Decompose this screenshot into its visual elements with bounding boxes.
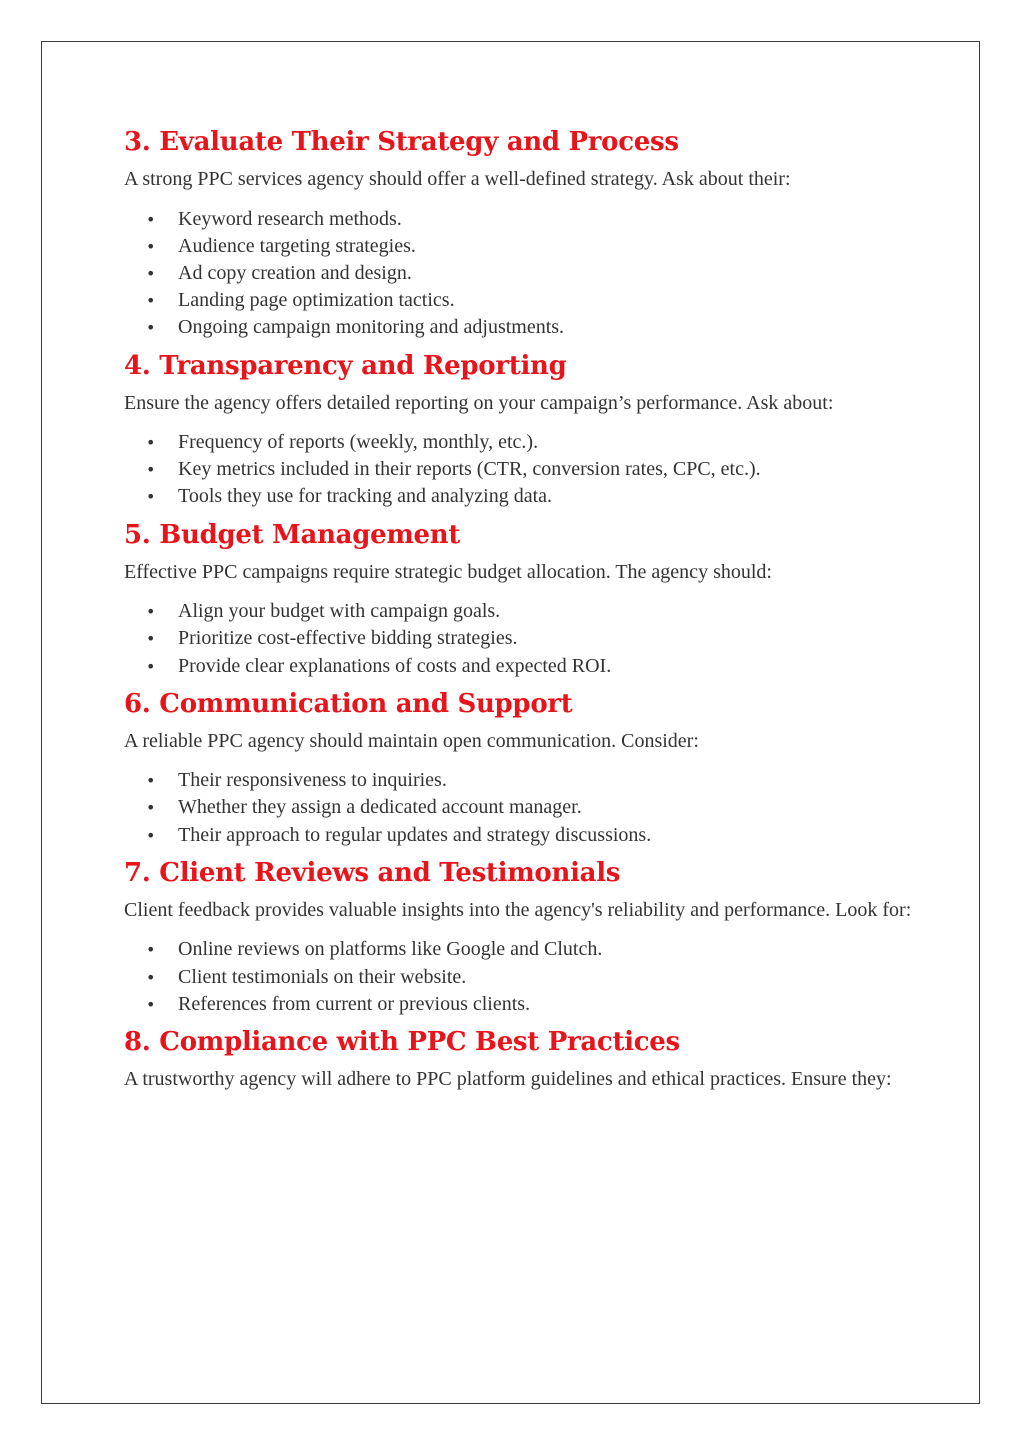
section-compliance-best-practices xyxy=(124,1022,914,1094)
bullet-icon: • xyxy=(146,825,156,845)
list-item xyxy=(124,598,914,625)
section-intro: Client feedback provides valuable insights into the agency's reliability and performance. Look for: xyxy=(124,898,912,921)
bullet-list xyxy=(124,206,914,342)
bullet-icon: • xyxy=(146,771,156,791)
section-heading: 5. Budget Management xyxy=(124,519,461,550)
document-content xyxy=(124,122,914,1093)
list-item-text: Whether they assign a dedicated account manager. xyxy=(178,796,582,819)
list-item-text: Prioritize cost-effective bidding strategies. xyxy=(178,627,518,650)
section-heading: 7. Client Reviews and Testimonials xyxy=(124,857,621,888)
list-item xyxy=(124,991,914,1018)
list-item-text: Their responsiveness to inquiries. xyxy=(178,769,447,792)
section-intro: Ensure the agency offers detailed reporting on your campaign’s performance. Ask about: xyxy=(124,391,834,414)
list-item-text: Key metrics included in their reports (CTR, conversion rates, CPC, etc.). xyxy=(178,458,761,481)
section-intro: A strong PPC services agency should offer a well-defined strategy. Ask about their: xyxy=(124,168,791,190)
bullet-list xyxy=(124,598,914,680)
list-item xyxy=(124,233,914,260)
list-item-text: Client testimonials on their website. xyxy=(178,965,467,988)
list-item-text: Ad copy creation and design. xyxy=(178,261,412,284)
list-item xyxy=(124,206,914,233)
list-item-text: Landing page optimization tactics. xyxy=(178,289,455,312)
bullet-icon: • xyxy=(146,967,156,987)
section-client-reviews xyxy=(124,853,914,1018)
bullet-icon: • xyxy=(146,487,156,507)
list-item-text: References from current or previous clients. xyxy=(178,992,531,1015)
list-item-text: Keyword research methods. xyxy=(178,207,402,230)
list-item xyxy=(124,429,914,456)
section-intro: A trustworthy agency will adhere to PPC platform guidelines and ethical practices. Ensure they: xyxy=(124,1067,892,1090)
section-communication-support xyxy=(124,684,914,849)
bullet-icon: • xyxy=(146,291,156,311)
section-transparency-reporting xyxy=(124,346,914,511)
bullet-icon: • xyxy=(146,940,156,960)
list-item-text: Ongoing campaign monitoring and adjustments. xyxy=(178,316,565,339)
bullet-icon: • xyxy=(146,433,156,453)
section-heading: 3. Evaluate Their Strategy and Process xyxy=(124,127,679,157)
bullet-icon: • xyxy=(146,209,156,229)
list-item xyxy=(124,653,914,680)
bullet-list xyxy=(124,936,914,1018)
list-item-text: Their approach to regular updates and strategy discussions. xyxy=(178,823,652,846)
list-item xyxy=(124,456,914,483)
bullet-icon: • xyxy=(146,798,156,818)
list-item xyxy=(124,314,914,341)
section-budget-management xyxy=(124,515,914,680)
list-item xyxy=(124,767,914,794)
list-item xyxy=(124,287,914,314)
list-item xyxy=(124,625,914,652)
section-heading: 8. Compliance with PPC Best Practices xyxy=(124,1026,680,1057)
list-item xyxy=(124,260,914,287)
list-item-text: Provide clear explanations of costs and expected ROI. xyxy=(178,654,612,677)
bullet-icon: • xyxy=(146,236,156,256)
list-item xyxy=(124,794,914,821)
bullet-icon: • xyxy=(146,602,156,622)
bullet-icon: • xyxy=(146,656,156,676)
bullet-icon: • xyxy=(146,460,156,480)
section-intro: Effective PPC campaigns require strategic budget allocation. The agency should: xyxy=(124,560,772,583)
section-evaluate-strategy xyxy=(124,122,914,342)
list-item-text: Align your budget with campaign goals. xyxy=(178,600,501,623)
bullet-icon: • xyxy=(146,994,156,1014)
list-item-text: Online reviews on platforms like Google and Clutch. xyxy=(178,938,603,961)
list-item-text: Audience targeting strategies. xyxy=(178,234,416,257)
bullet-icon: • xyxy=(146,629,156,649)
bullet-list xyxy=(124,429,914,511)
list-item xyxy=(124,483,914,510)
list-item xyxy=(124,822,914,849)
section-heading: 4. Transparency and Reporting xyxy=(124,350,567,381)
bullet-list xyxy=(124,767,914,849)
list-item-text: Frequency of reports (weekly, monthly, etc.). xyxy=(178,431,539,454)
bullet-icon: • xyxy=(146,318,156,338)
bullet-icon: • xyxy=(146,263,156,283)
list-item-text: Tools they use for tracking and analyzing data. xyxy=(178,485,553,508)
list-item xyxy=(124,964,914,991)
list-item xyxy=(124,936,914,963)
section-intro: A reliable PPC agency should maintain open communication. Consider: xyxy=(124,729,699,752)
section-heading: 6. Communication and Support xyxy=(124,688,573,719)
